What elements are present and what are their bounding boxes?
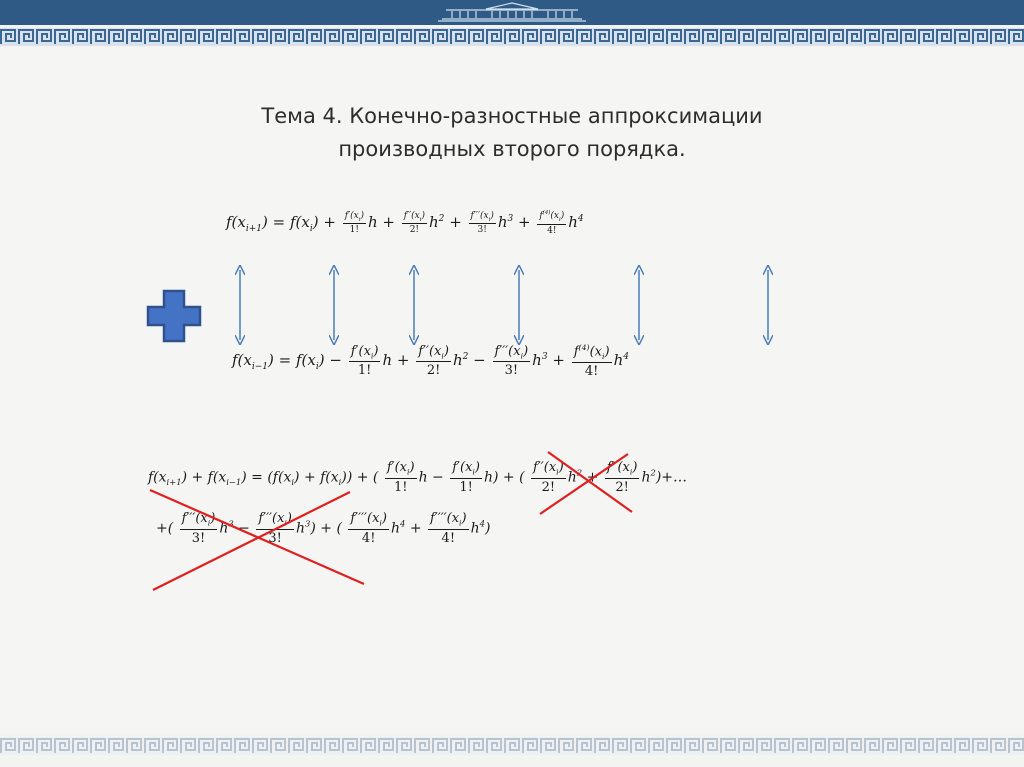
title-line-2: производных второго порядка. [338, 137, 686, 161]
fraction-term-1: $\frac{f'(x_i)}{1!}$ [350, 343, 379, 379]
fraction-term-3: $\frac{f''(x_i)}{2!}$ [533, 460, 564, 495]
fraction-term-3: $\frac{f''''(x_i)}{4!}$ [350, 511, 387, 546]
greek-key-border-icon [0, 737, 1024, 755]
cross-out-icon [153, 492, 350, 590]
equation-sum-line-1: $f(x_{i+1}) + f(x_{i-1}) = (f(x_i) + f(x_i))$ + ( $\frac{f'(x_i)}{1!}$ h − $\frac{f'(x_i)}{1!}$ h) + ( $\frac{f''(x_i)}{2!}$ $h^2$ + $\frac{f''(x_i)}{2!}$ $h^2)+\dots$ [148, 460, 688, 495]
fraction-term-2: $\frac{f'(x_i)}{1!}$ [452, 460, 480, 495]
fraction-term-1: $\frac{f'(x_i)}{1!}$ [344, 210, 364, 236]
fraction-term-3: $\frac{f'''(x_i)}{3!}$ [494, 343, 529, 379]
fraction-term-1: $\frac{f'(x_i)}{1!}$ [386, 460, 415, 495]
fraction-term-2: $\frac{f''(x_i)}{2!}$ [418, 343, 449, 379]
equation-forward-taylor: $f(x_{i+1}) = f(x_i)$ + $\frac{f'(x_i)}{1!}$ h + $\frac{f''(x_i)}{2!}$ $h^2$ + $\frac{f'''(x_i)}{3!}$ $h^3$ + $\frac{f^{(4)}(x_i)}{4!}$ $h^4$ [226, 210, 584, 236]
equation-backward-taylor: $f(x_{i-1}) = f(x_i)$ − $\frac{f'(x_i)}{1!}$ h + $\frac{f''(x_i)}{2!}$ $h^2$ − $\frac{f'''(x_i)}{3!}$ $h^3$ + $\frac{f^{(4)}(x_i)}{4!}$ $h^4$ [232, 343, 629, 379]
fraction-term-4: $\frac{f^{(4)}(x_i)}{4!}$ [539, 210, 565, 236]
fraction-term-1: $\frac{f'''(x_i)}{3!}$ [181, 511, 216, 546]
cross-out-icon [150, 490, 364, 584]
fraction-term-4: $\frac{f^{(4)}(x_i)}{4!}$ [573, 343, 610, 379]
fraction-term-2: $\frac{f'''(x_i)}{3!}$ [258, 511, 292, 546]
title-line-1: Тема 4. Конечно-разностные аппроксимации [261, 104, 763, 128]
fraction-term-2: $\frac{f''(x_i)}{2!}$ [403, 210, 425, 236]
fraction-term-4: $\frac{f''''(x_i)}{4!}$ [430, 511, 467, 546]
plus-icon [148, 291, 200, 341]
equation-sum-line-2: +( $\frac{f'''(x_i)}{3!}$ $h^3$ − $\frac{f'''(x_i)}{3!}$ $h^3$) + ( $\frac{f''''(x_i)}{4!}$ $h^4$ + $\frac{f''''(x_i)}{4!}$ $h^4$) [156, 511, 491, 546]
fraction-term-3: $\frac{f'''(x_i)}{3!}$ [470, 210, 494, 236]
fraction-term-4: $\frac{f''(x_i)}{2!}$ [606, 460, 638, 495]
cross-out-icon [540, 454, 628, 514]
